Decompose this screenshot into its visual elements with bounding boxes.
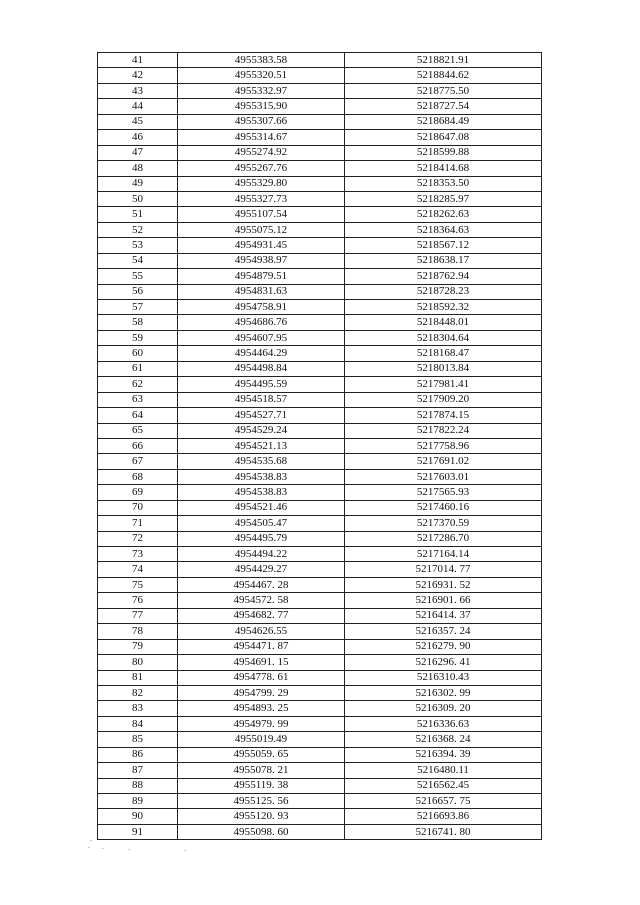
y-coordinate-cell: 5217014. 77	[345, 562, 542, 577]
table-row	[98, 500, 542, 515]
y-coordinate-cell: 5218567.12	[345, 238, 542, 253]
y-coordinate-cell: 5217981.41	[345, 377, 542, 392]
y-coordinate-cell: 5218168.47	[345, 346, 542, 361]
point-number-cell: 75	[98, 577, 178, 592]
y-coordinate-cell: 5218353.50	[345, 176, 542, 191]
y-coordinate-cell: 5216414. 37	[345, 608, 542, 623]
table-row	[98, 732, 542, 747]
point-number-cell: 91	[98, 824, 178, 839]
point-number-cell: 55	[98, 269, 178, 284]
point-number-cell: 71	[98, 516, 178, 531]
table-row	[98, 701, 542, 716]
table-row	[98, 300, 542, 315]
table-row	[98, 809, 542, 824]
table-row	[98, 624, 542, 639]
x-coordinate-cell: 4954682. 77	[178, 608, 345, 623]
table-row	[98, 423, 542, 438]
table-row	[98, 670, 542, 685]
point-number-cell: 84	[98, 716, 178, 731]
coordinate-table-container	[97, 52, 541, 840]
point-number-cell: 70	[98, 500, 178, 515]
point-number-cell: 66	[98, 438, 178, 453]
x-coordinate-cell: 4955107.54	[178, 207, 345, 222]
table-row	[98, 531, 542, 546]
x-coordinate-cell: 4955274.92	[178, 145, 345, 160]
y-coordinate-cell: 5218414.68	[345, 161, 542, 176]
point-number-cell: 53	[98, 238, 178, 253]
y-coordinate-cell: 5218684.49	[345, 114, 542, 129]
x-coordinate-cell: 4954429.27	[178, 562, 345, 577]
table-row	[98, 547, 542, 562]
y-coordinate-cell: 5216310.43	[345, 670, 542, 685]
table-row	[98, 176, 542, 191]
table-row	[98, 608, 542, 623]
table-row	[98, 763, 542, 778]
x-coordinate-cell: 4954799. 29	[178, 685, 345, 700]
point-number-cell: 80	[98, 655, 178, 670]
y-coordinate-cell: 5218638.17	[345, 253, 542, 268]
y-coordinate-cell: 5218775.50	[345, 83, 542, 98]
point-number-cell: 87	[98, 763, 178, 778]
x-coordinate-cell: 4955120. 93	[178, 809, 345, 824]
x-coordinate-cell: 4954879.51	[178, 269, 345, 284]
x-coordinate-cell: 4954518.57	[178, 392, 345, 407]
x-coordinate-cell: 4955315.90	[178, 99, 345, 114]
table-row	[98, 778, 542, 793]
table-row	[98, 315, 542, 330]
point-number-cell: 67	[98, 454, 178, 469]
x-coordinate-cell: 4954467. 28	[178, 577, 345, 592]
y-coordinate-cell: 5216309. 20	[345, 701, 542, 716]
y-coordinate-cell: 5216336.63	[345, 716, 542, 731]
point-number-cell: 54	[98, 253, 178, 268]
x-coordinate-cell: 4954464.29	[178, 346, 345, 361]
y-coordinate-cell: 5218448.01	[345, 315, 542, 330]
point-number-cell: 64	[98, 408, 178, 423]
point-number-cell: 65	[98, 423, 178, 438]
x-coordinate-cell: 4955075.12	[178, 222, 345, 237]
y-coordinate-cell: 5217603.01	[345, 469, 542, 484]
y-coordinate-cell: 5218262.63	[345, 207, 542, 222]
table-row	[98, 685, 542, 700]
point-number-cell: 41	[98, 53, 178, 68]
y-coordinate-cell: 5216931. 52	[345, 577, 542, 592]
x-coordinate-cell: 4955267.76	[178, 161, 345, 176]
y-coordinate-cell: 5216562.45	[345, 778, 542, 793]
x-coordinate-cell: 4955307.66	[178, 114, 345, 129]
point-number-cell: 50	[98, 191, 178, 206]
point-number-cell: 68	[98, 469, 178, 484]
x-coordinate-cell: 4954495.59	[178, 377, 345, 392]
x-coordinate-cell: 4954607.95	[178, 330, 345, 345]
table-row	[98, 639, 542, 654]
y-coordinate-cell: 5217164.14	[345, 547, 542, 562]
x-coordinate-cell: 4955327.73	[178, 191, 345, 206]
y-coordinate-cell: 5217370.59	[345, 516, 542, 531]
table-row	[98, 377, 542, 392]
table-row	[98, 99, 542, 114]
y-coordinate-cell: 5218647.08	[345, 130, 542, 145]
point-number-cell: 51	[98, 207, 178, 222]
point-number-cell: 88	[98, 778, 178, 793]
point-number-cell: 90	[98, 809, 178, 824]
table-row	[98, 438, 542, 453]
table-row	[98, 130, 542, 145]
y-coordinate-cell: 5217822.24	[345, 423, 542, 438]
y-coordinate-cell: 5218821.91	[345, 53, 542, 68]
point-number-cell: 49	[98, 176, 178, 191]
table-row	[98, 253, 542, 268]
table-row	[98, 207, 542, 222]
x-coordinate-cell: 4954778. 61	[178, 670, 345, 685]
point-number-cell: 59	[98, 330, 178, 345]
point-number-cell: 56	[98, 284, 178, 299]
table-row	[98, 346, 542, 361]
table-row	[98, 361, 542, 376]
point-number-cell: 52	[98, 222, 178, 237]
table-row	[98, 145, 542, 160]
table-row	[98, 222, 542, 237]
y-coordinate-cell: 5216693.86	[345, 809, 542, 824]
x-coordinate-cell: 4954979. 99	[178, 716, 345, 731]
x-coordinate-cell: 4955314.67	[178, 130, 345, 145]
y-coordinate-cell: 5218728.23	[345, 284, 542, 299]
table-row	[98, 562, 542, 577]
y-coordinate-cell: 5218364.63	[345, 222, 542, 237]
y-coordinate-cell: 5216901. 66	[345, 593, 542, 608]
x-coordinate-cell: 4954691. 15	[178, 655, 345, 670]
y-coordinate-cell: 5218013.84	[345, 361, 542, 376]
x-coordinate-cell: 4954572. 58	[178, 593, 345, 608]
x-coordinate-cell: 4954931.45	[178, 238, 345, 253]
x-coordinate-cell: 4954893. 25	[178, 701, 345, 716]
x-coordinate-cell: 4955383.58	[178, 53, 345, 68]
point-number-cell: 62	[98, 377, 178, 392]
x-coordinate-cell: 4954505.47	[178, 516, 345, 531]
table-row	[98, 794, 542, 809]
y-coordinate-cell: 5218727.54	[345, 99, 542, 114]
y-coordinate-cell: 5218762.94	[345, 269, 542, 284]
x-coordinate-cell: 4955059. 65	[178, 747, 345, 762]
x-coordinate-cell: 4954938.97	[178, 253, 345, 268]
x-coordinate-cell: 4955098. 60	[178, 824, 345, 839]
point-number-cell: 78	[98, 624, 178, 639]
x-coordinate-cell: 4954535.68	[178, 454, 345, 469]
point-number-cell: 73	[98, 547, 178, 562]
table-row	[98, 330, 542, 345]
x-coordinate-cell: 4955119. 38	[178, 778, 345, 793]
point-number-cell: 46	[98, 130, 178, 145]
table-row	[98, 269, 542, 284]
table-row	[98, 284, 542, 299]
y-coordinate-cell: 5217909.20	[345, 392, 542, 407]
table-row	[98, 577, 542, 592]
x-coordinate-cell: 4955332.97	[178, 83, 345, 98]
point-number-cell: 81	[98, 670, 178, 685]
x-coordinate-cell: 4955329.80	[178, 176, 345, 191]
point-number-cell: 44	[98, 99, 178, 114]
y-coordinate-cell: 5216741. 80	[345, 824, 542, 839]
x-coordinate-cell: 4954538.83	[178, 469, 345, 484]
point-number-cell: 79	[98, 639, 178, 654]
y-coordinate-cell: 5216657. 75	[345, 794, 542, 809]
table-row	[98, 454, 542, 469]
x-coordinate-cell: 4954529.24	[178, 423, 345, 438]
table-row	[98, 408, 542, 423]
y-coordinate-cell: 5218592.32	[345, 300, 542, 315]
y-coordinate-cell: 5217286.70	[345, 531, 542, 546]
y-coordinate-cell: 5216480.11	[345, 763, 542, 778]
y-coordinate-cell: 5217460.16	[345, 500, 542, 515]
point-number-cell: 45	[98, 114, 178, 129]
x-coordinate-cell: 4955320.51	[178, 68, 345, 83]
point-number-cell: 83	[98, 701, 178, 716]
point-number-cell: 77	[98, 608, 178, 623]
y-coordinate-cell: 5216394. 39	[345, 747, 542, 762]
table-row	[98, 53, 542, 68]
point-number-cell: 76	[98, 593, 178, 608]
x-coordinate-cell: 4954494.22	[178, 547, 345, 562]
x-coordinate-cell: 4954521.46	[178, 500, 345, 515]
point-number-cell: 63	[98, 392, 178, 407]
table-row	[98, 191, 542, 206]
point-number-cell: 47	[98, 145, 178, 160]
y-coordinate-cell: 5218304.64	[345, 330, 542, 345]
x-coordinate-cell: 4955125. 56	[178, 794, 345, 809]
point-number-cell: 74	[98, 562, 178, 577]
x-coordinate-cell: 4954498.84	[178, 361, 345, 376]
point-number-cell: 69	[98, 485, 178, 500]
table-row	[98, 716, 542, 731]
table-row	[98, 747, 542, 762]
coordinate-table	[97, 52, 542, 840]
point-number-cell: 58	[98, 315, 178, 330]
x-coordinate-cell: 4954521.13	[178, 438, 345, 453]
table-row	[98, 655, 542, 670]
point-number-cell: 72	[98, 531, 178, 546]
x-coordinate-cell: 4954471. 87	[178, 639, 345, 654]
table-row	[98, 114, 542, 129]
coordinate-table-body	[98, 53, 542, 840]
x-coordinate-cell: 4954686.76	[178, 315, 345, 330]
table-row	[98, 593, 542, 608]
point-number-cell: 48	[98, 161, 178, 176]
table-row	[98, 469, 542, 484]
x-coordinate-cell: 4955078. 21	[178, 763, 345, 778]
point-number-cell: 86	[98, 747, 178, 762]
point-number-cell: 85	[98, 732, 178, 747]
x-coordinate-cell: 4955019.49	[178, 732, 345, 747]
x-coordinate-cell: 4954527.71	[178, 408, 345, 423]
table-row	[98, 516, 542, 531]
y-coordinate-cell: 5217758.96	[345, 438, 542, 453]
x-coordinate-cell: 4954495.79	[178, 531, 345, 546]
x-coordinate-cell: 4954758.91	[178, 300, 345, 315]
scan-specks	[88, 838, 208, 852]
point-number-cell: 43	[98, 83, 178, 98]
point-number-cell: 42	[98, 68, 178, 83]
table-row	[98, 485, 542, 500]
y-coordinate-cell: 5218285.97	[345, 191, 542, 206]
x-coordinate-cell: 4954626.55	[178, 624, 345, 639]
table-row	[98, 68, 542, 83]
table-row	[98, 161, 542, 176]
y-coordinate-cell: 5216302. 99	[345, 685, 542, 700]
table-row	[98, 238, 542, 253]
y-coordinate-cell: 5218599.88	[345, 145, 542, 160]
table-row	[98, 83, 542, 98]
y-coordinate-cell: 5218844.62	[345, 68, 542, 83]
y-coordinate-cell: 5217565.93	[345, 485, 542, 500]
y-coordinate-cell: 5216279. 90	[345, 639, 542, 654]
y-coordinate-cell: 5217874.15	[345, 408, 542, 423]
point-number-cell: 60	[98, 346, 178, 361]
y-coordinate-cell: 5216357. 24	[345, 624, 542, 639]
y-coordinate-cell: 5217691.02	[345, 454, 542, 469]
x-coordinate-cell: 4954831.63	[178, 284, 345, 299]
y-coordinate-cell: 5216368. 24	[345, 732, 542, 747]
point-number-cell: 82	[98, 685, 178, 700]
point-number-cell: 61	[98, 361, 178, 376]
table-row	[98, 392, 542, 407]
x-coordinate-cell: 4954538.83	[178, 485, 345, 500]
y-coordinate-cell: 5216296. 41	[345, 655, 542, 670]
point-number-cell: 57	[98, 300, 178, 315]
point-number-cell: 89	[98, 794, 178, 809]
